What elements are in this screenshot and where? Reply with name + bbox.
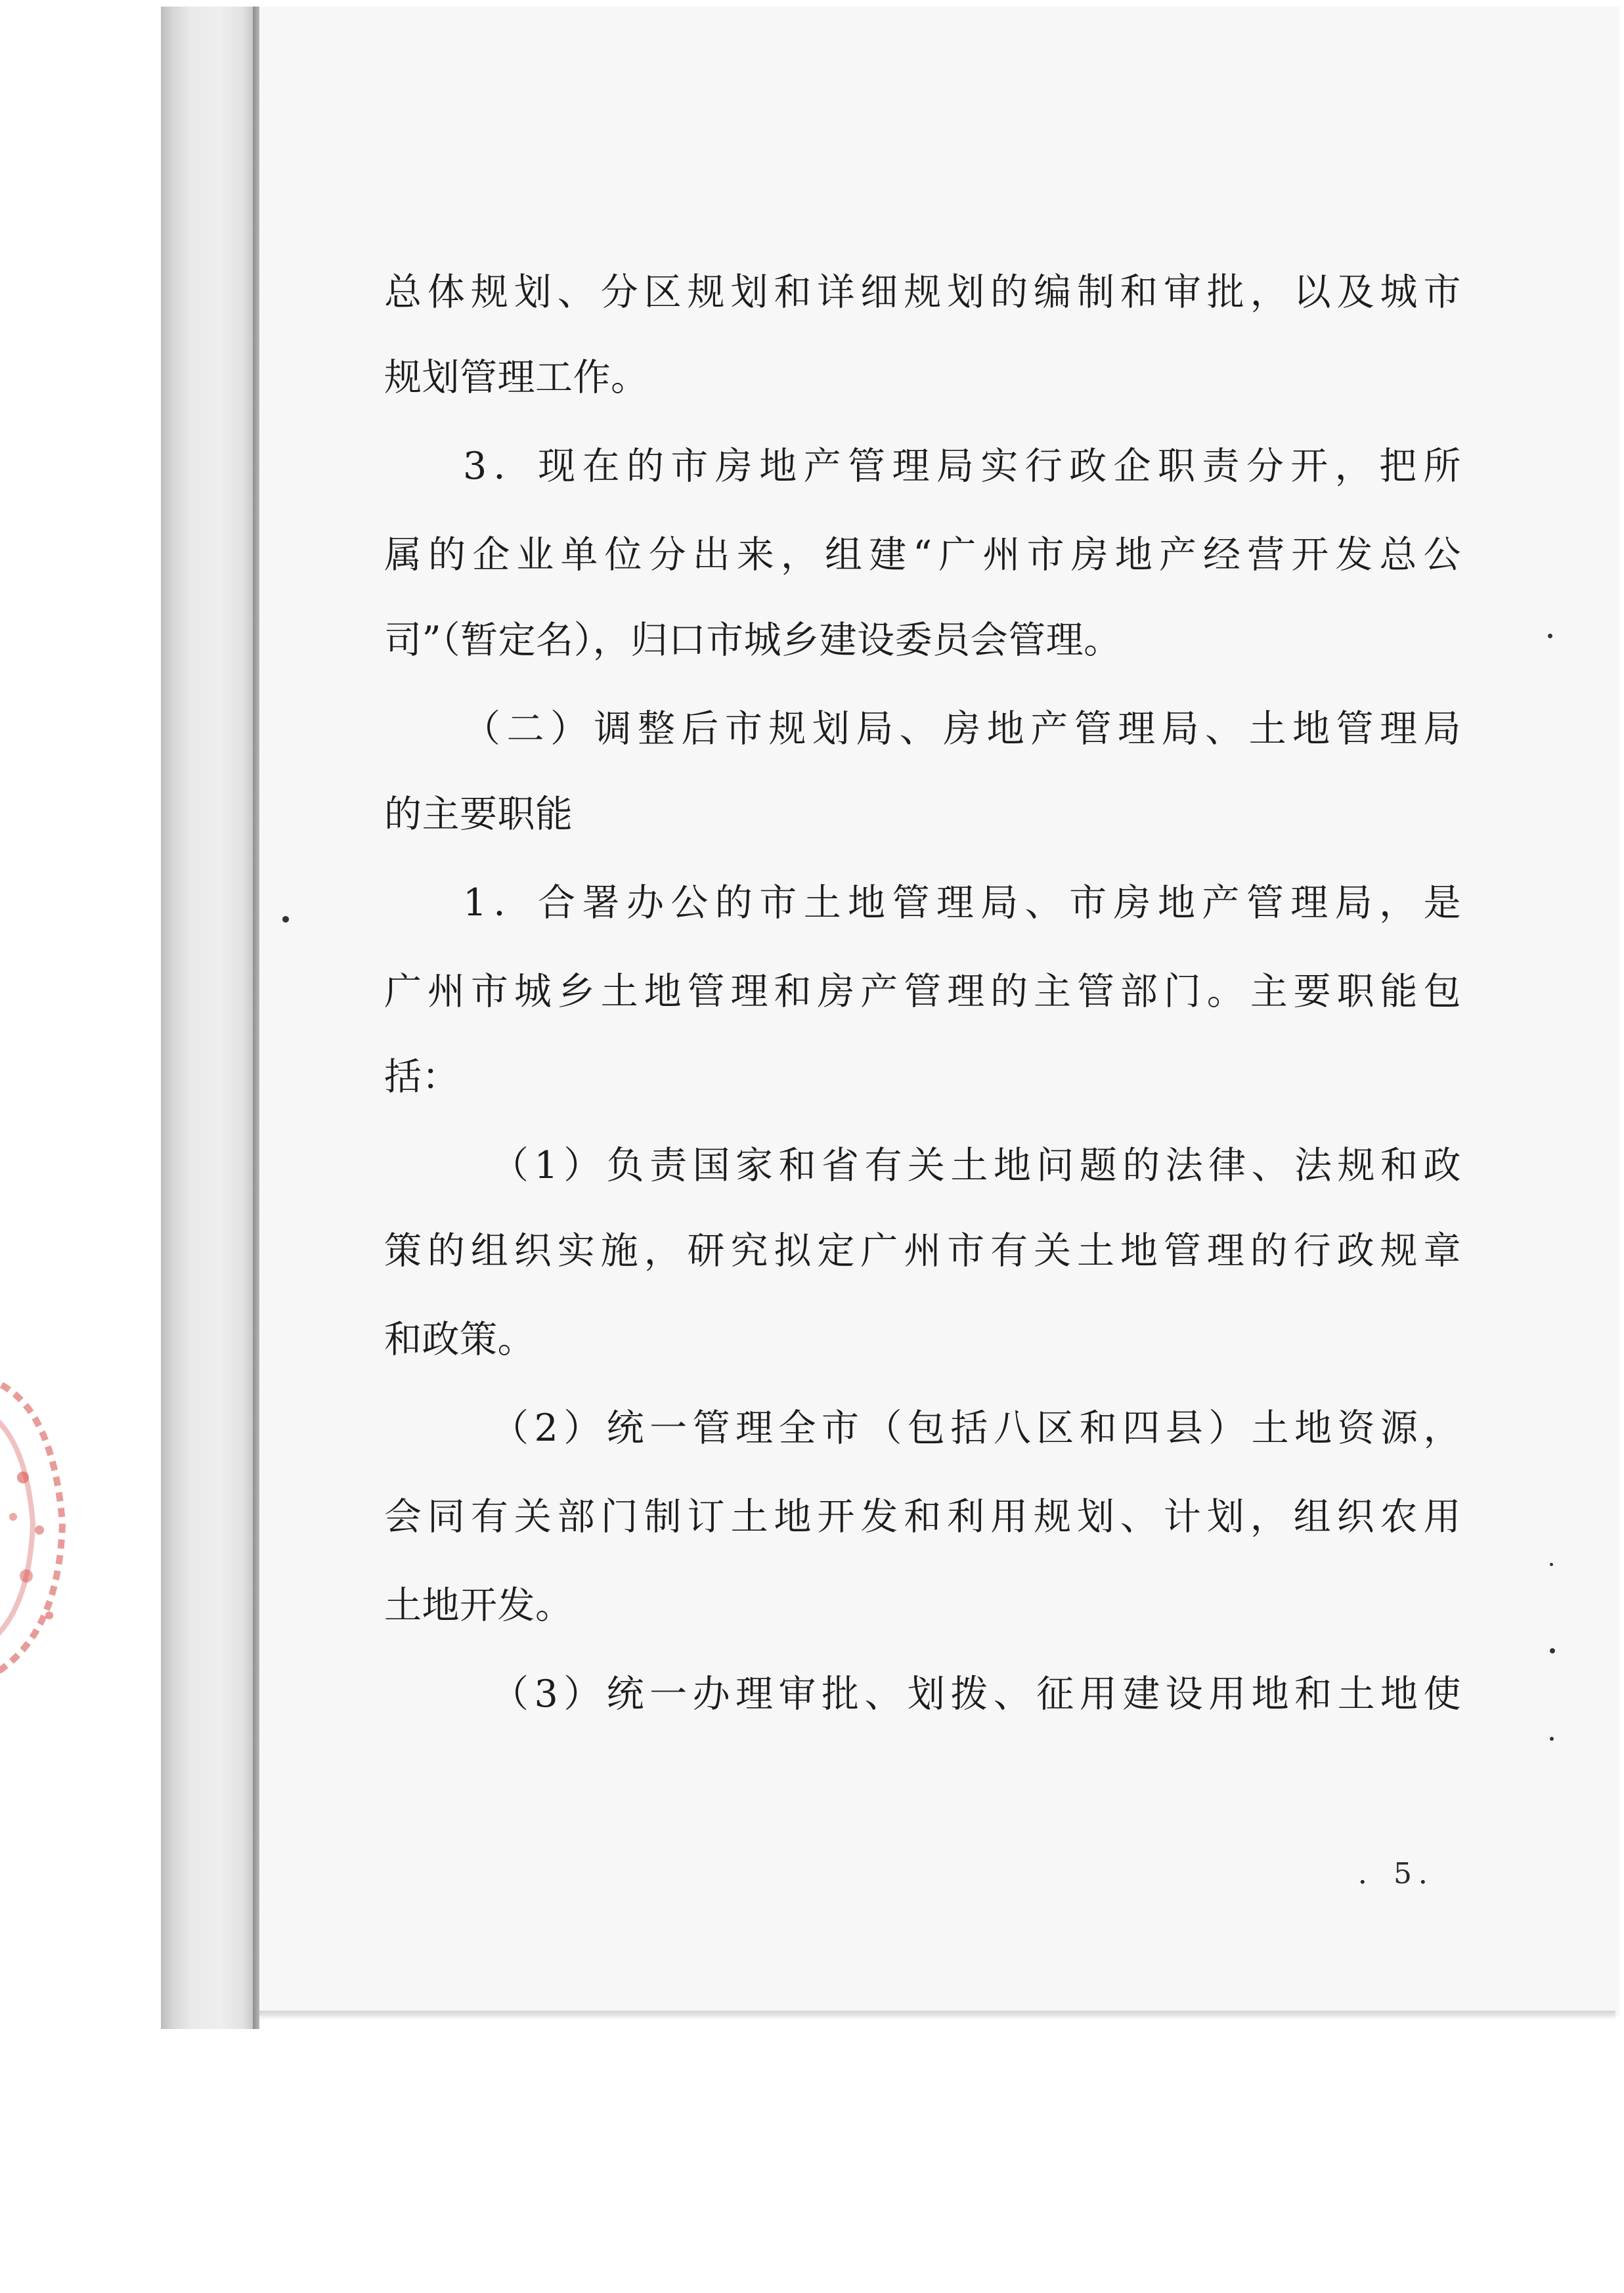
text-line: 广州市城乡土地管理和房产管理的主管部门。主要职能包 (384, 970, 1461, 1013)
text-line: 的主要职能 (384, 793, 573, 836)
scan-speck (282, 916, 289, 923)
text-line: 属的企业单位分出来，组建“广州市房地产经营开发总公 (384, 533, 1461, 577)
scan-speck (1550, 1737, 1554, 1741)
scan-speck (1550, 1648, 1555, 1653)
text-line: （2）统一管理全市（包括八区和四县）土地资源， (491, 1407, 1461, 1450)
scan-speck (1548, 634, 1552, 638)
text-line: （1）负责国家和省有关土地问题的法律、法规和政 (491, 1144, 1461, 1187)
scan-speck (1550, 1563, 1553, 1566)
text-line: 1．合署办公的市土地管理局、市房地产管理局，是 (463, 881, 1461, 925)
text-line: 3．现在的市房地产管理局实行政企职责分开，把所 (463, 445, 1461, 488)
text-line: 和政策。 (384, 1318, 535, 1361)
text-line: （二）调整后市规划局、房地产管理局、土地管理局 (463, 707, 1461, 751)
text-line: 策的组织实施，研究拟定广州市有关土地管理的行政规章 (384, 1229, 1461, 1273)
text-line: （3）统一办理审批、划拨、征用建设用地和土地使 (491, 1672, 1461, 1716)
text-line: 括： (384, 1055, 460, 1099)
text-line: 总体规划、分区规划和详细规划的编制和审批，以及城市 (384, 271, 1461, 314)
text-line: 土地开发。 (384, 1584, 573, 1627)
page-number: ．5． (1358, 1857, 1454, 1890)
text-line: 司”（暂定名），归口市城乡建设委员会管理。 (384, 619, 1122, 662)
text-line: 会同有关部门制订土地开发和利用规划、计划，组织农用 (384, 1495, 1461, 1539)
text-line: 规划管理工作。 (384, 356, 649, 399)
